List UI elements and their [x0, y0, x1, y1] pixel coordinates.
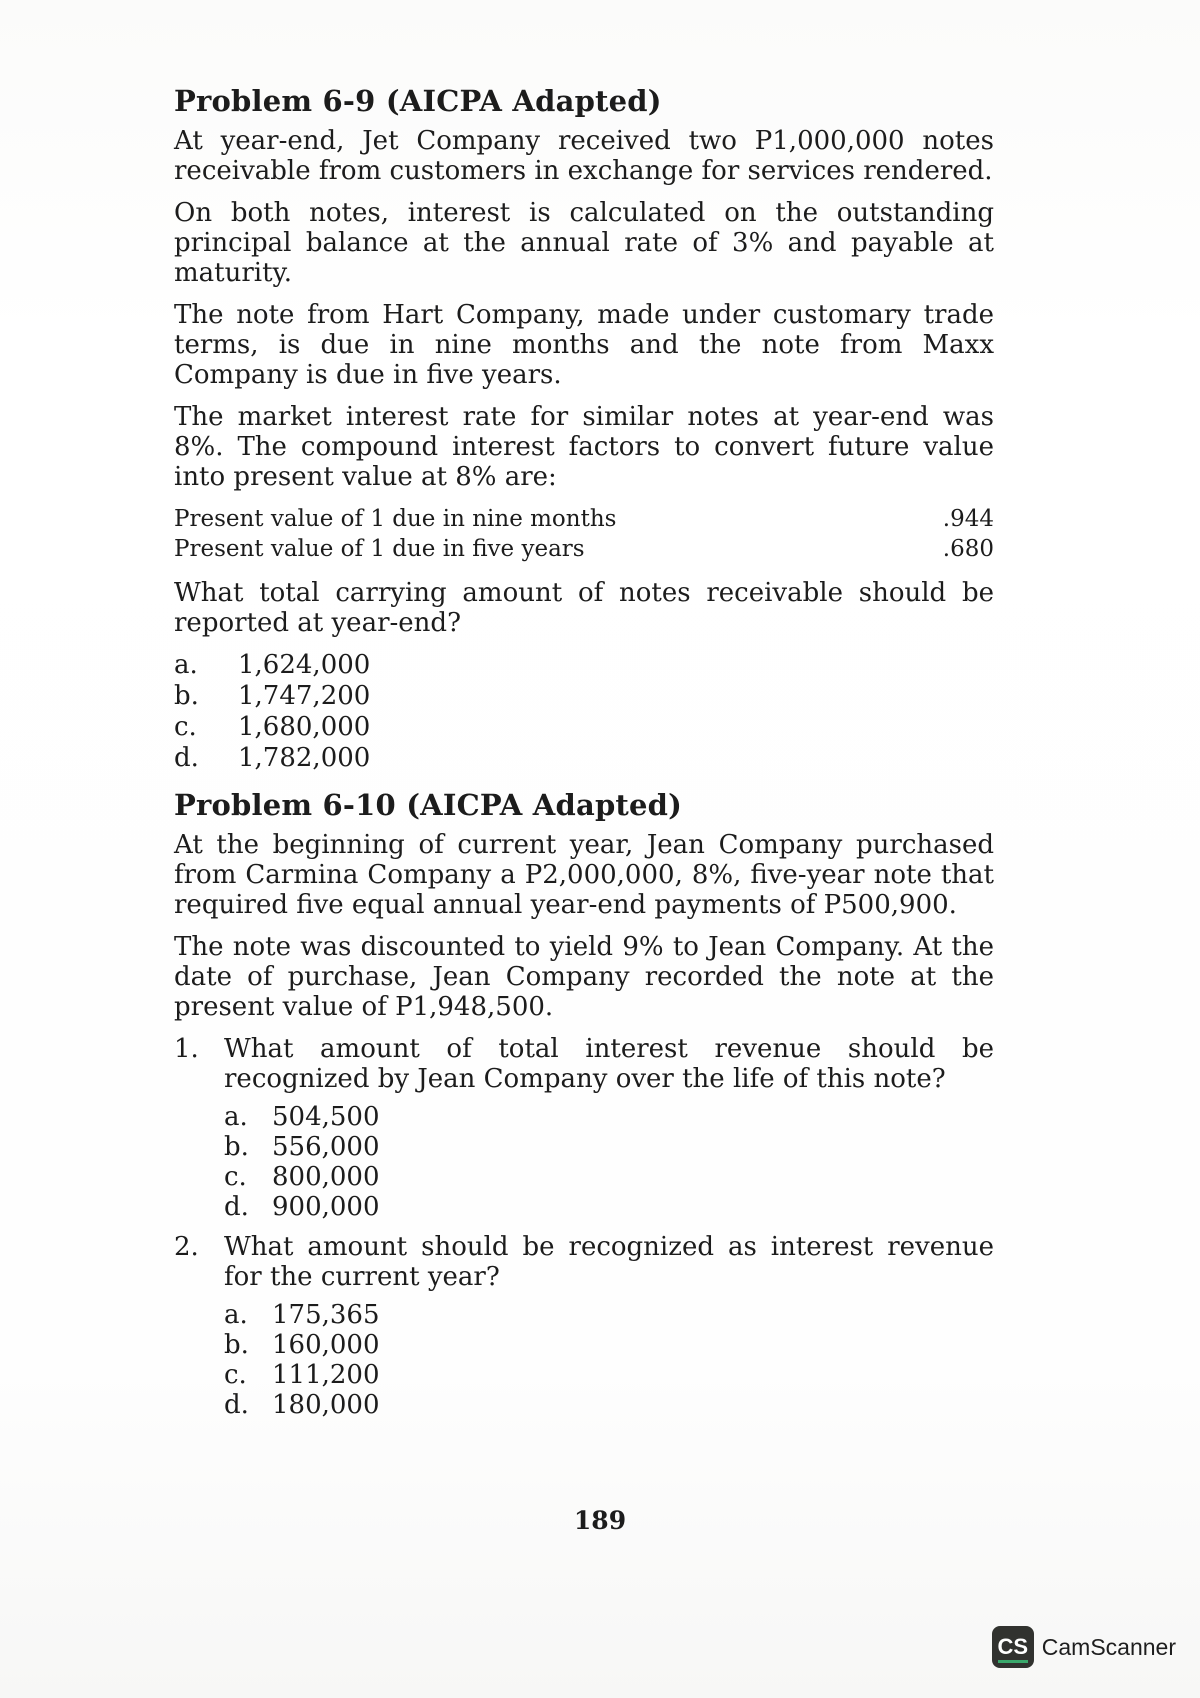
answer-choice [224, 1360, 994, 1390]
problem-6-10-title: Problem 6-10 (AICPA Adapted) [174, 788, 683, 822]
problem-6-9 [174, 84, 994, 774]
choice-text: 111,200 [272, 1360, 380, 1390]
choice-letter: d. [174, 743, 199, 773]
problem-6-9-choices [174, 650, 994, 774]
choice-text: 175,365 [272, 1300, 380, 1330]
choice-text: 1,747,200 [238, 681, 371, 711]
answer-choice [174, 650, 994, 681]
choice-letter: b. [224, 1330, 249, 1360]
answer-choice [224, 1300, 994, 1330]
answer-choice [224, 1192, 994, 1222]
question-2 [174, 1232, 994, 1292]
camscanner-watermark [992, 1626, 1176, 1668]
problem-6-10-paragraph-2: The note was discounted to yield 9% to Jean Company. At the date of purchase, Jean Company recorded the note at the present value of P1,948,500. [174, 932, 994, 1022]
choice-letter: a. [174, 650, 198, 680]
answer-choice [224, 1330, 994, 1360]
answer-choice [174, 743, 994, 774]
problem-6-9-title: Problem 6-9 (AICPA Adapted) [174, 84, 662, 118]
choice-letter: c. [174, 712, 197, 742]
pv-factor-value: .680 [942, 536, 994, 562]
answer-choice [174, 681, 994, 712]
choice-text: 800,000 [272, 1162, 380, 1192]
pv-factor-table [174, 504, 994, 564]
choice-letter: b. [174, 681, 199, 711]
problem-6-9-question: What total carrying amount of notes receivable should be reported at year-end? [174, 578, 994, 638]
question-1-choices [224, 1102, 994, 1222]
choice-letter: c. [224, 1162, 247, 1192]
pv-factor-label: Present value of 1 due in nine months [174, 506, 617, 532]
pv-factor-label: Present value of 1 due in five years [174, 536, 585, 562]
question-text: What amount of total interest revenue should be recognized by Jean Company over the life of this note? [224, 1034, 994, 1094]
choice-text: 900,000 [272, 1192, 380, 1222]
choice-text: 1,680,000 [238, 712, 371, 742]
choice-text: 180,000 [272, 1390, 380, 1420]
problem-6-9-paragraph-2: On both notes, interest is calculated on the outstanding principal balance at the annual rate of 3% and payable at maturity. [174, 198, 994, 288]
answer-choice [224, 1162, 994, 1192]
answer-choice [224, 1390, 994, 1420]
question-number: 2. [174, 1232, 199, 1262]
choice-letter: a. [224, 1300, 248, 1330]
answer-choice [224, 1132, 994, 1162]
question-text: What amount should be recognized as interest revenue for the current year? [224, 1232, 994, 1292]
choice-letter: a. [224, 1102, 248, 1132]
choice-text: 160,000 [272, 1330, 380, 1360]
question-1 [174, 1034, 994, 1094]
question-number: 1. [174, 1034, 199, 1064]
choice-text: 1,624,000 [238, 650, 371, 680]
choice-letter: d. [224, 1192, 249, 1222]
page-number: 189 [573, 1506, 627, 1535]
question-2-choices [224, 1300, 994, 1420]
pv-factor-row [174, 534, 994, 564]
choice-letter: c. [224, 1360, 247, 1390]
choice-text: 504,500 [272, 1102, 380, 1132]
answer-choice [174, 712, 994, 743]
choice-letter: b. [224, 1132, 249, 1162]
problem-6-10-paragraph-1: At the beginning of current year, Jean Company purchased from Carmina Company a P2,000,000, 8%, five-year note that required five equal annual year-end payments of P500,900. [174, 830, 994, 920]
problem-6-9-paragraph-1: At year-end, Jet Company received two P1,000,000 notes receivable from customers in exchange for services rendered. [174, 126, 994, 186]
problem-6-9-paragraph-4: The market interest rate for similar notes at year-end was 8%. The compound interest factors to convert future value into present value at 8% are: [174, 402, 994, 492]
camscanner-brand-text: CamScanner [1041, 1633, 1176, 1660]
pv-factor-row [174, 504, 994, 534]
problem-6-10 [174, 788, 994, 1420]
answer-choice [224, 1102, 994, 1132]
pv-factor-value: .944 [942, 506, 994, 532]
choice-letter: d. [224, 1390, 249, 1420]
choice-text: 1,782,000 [238, 743, 371, 773]
camscanner-logo-icon: CS [992, 1626, 1034, 1668]
choice-text: 556,000 [272, 1132, 380, 1162]
problem-6-9-paragraph-3: The note from Hart Company, made under customary trade terms, is due in nine months and the note from Maxx Company is due in five years. [174, 300, 994, 390]
page-content [174, 84, 994, 1430]
